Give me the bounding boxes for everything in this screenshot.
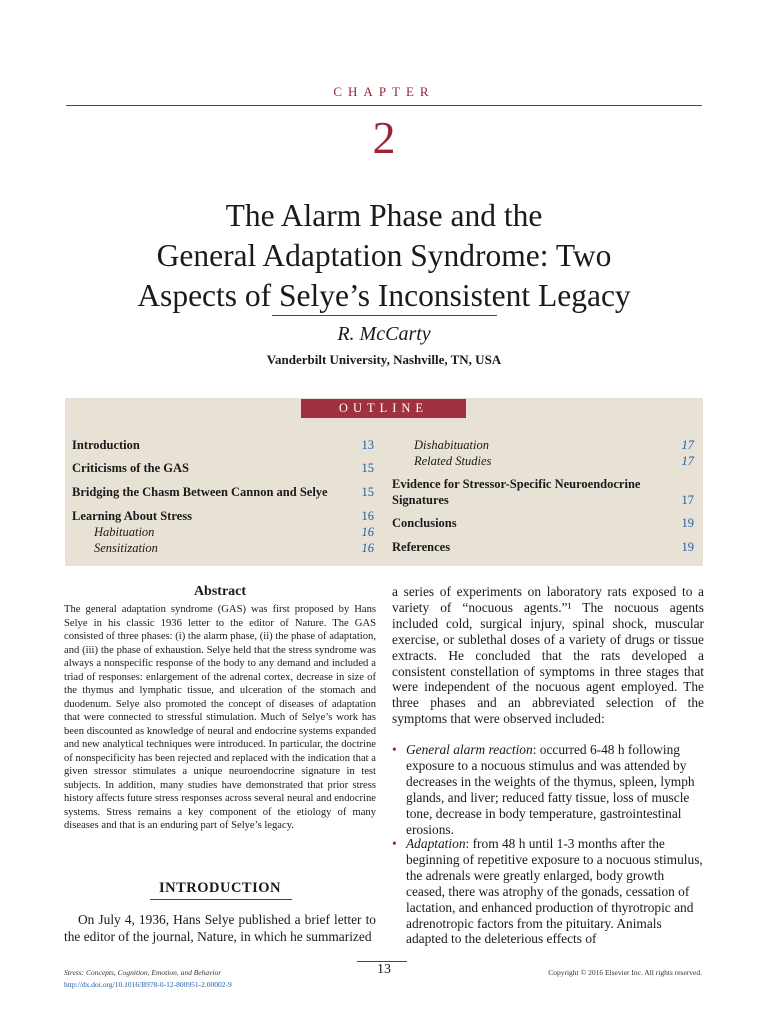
outline-item-criticisms[interactable] — [72, 461, 374, 476]
outline-item-page[interactable]: 16 — [361, 509, 374, 523]
outline-item-page[interactable]: 19 — [681, 540, 694, 554]
list-item-body: : from 48 h until 1-3 months after the beginning of repetitive exposure to a nocuous stimulus, the adrenals were greatly enlarged, body growth ceased, there was atrophy of the gonads, cessation of lactation, and enhanced production of thyrotropic and adrenotropic factors from the pituitary. Animals adapted to the deleterious effects of — [406, 836, 703, 947]
list-item-term: Adaptation — [406, 836, 466, 851]
copyright: Copyright © 2016 Elsevier Inc. All rights reserved. — [548, 968, 702, 977]
abstract-text: The general adaptation syndrome (GAS) was first proposed by Hans Selye in his classic 1936 letter to the editor of Nature. The GAS consisted of three phases: (i) the alarm phase, (ii) the phase of adaptation, and (iii) the phase of exhaustion. Selye held that the stress syndrome was always a nonspecific response of the body to any demand and included a triad of responses: enlargement of the adrenal cortex, decrease in size of the thymus and lymphatic tissue, and ulceration of the stomach and duodenum. Selye also promoted the concept of diseases of adaptation that were connected to stressful stimulation. Much of Selye’s work has been discounted as knowledge of neural and endocrine systems expanded and new analytical techniques were introduced. In particular, the doctrine of nonspecificity has been rejected and replaced with the indication that a given stressor stimulates a unique neuroendocrine signature in test subjects. In addition, many studies have demonstrated that prior stress history affects future stress responses across several neural and endocrine systems. Stress remains a key component of the etiology of many diseases and that is an enduring part of Selye’s legacy. — [64, 604, 376, 831]
abstract-heading: Abstract — [193, 584, 247, 599]
page-number: 13 — [377, 962, 391, 977]
body-paragraph: a series of experiments on laboratory rats exposed to a variety of “nocuous agents.”¹ The nocuous agents included cold, surgical injury, spinal shock, muscular exercise, or sublethal doses of a variety of drugs or tissue extracts. He concluded that the rats developed a consistent constellation of symptoms in three stages that were independent of the nocuous agent employed. The three phases and an abbreviated selection of the symptoms that were observed included: — [392, 584, 704, 727]
outline-item-introduction[interactable] — [72, 438, 374, 453]
book-title: Stress: Concepts, Cognition, Emotion, and Behavior — [64, 968, 222, 977]
chapter-title-line: Aspects of Selye’s Inconsistent Legacy — [137, 278, 631, 313]
list-item-body: : occurred 6-48 h following exposure to a nocuous stimulus and was attended by decreases in the weights of the thymus, spleen, lymph glands, and liver; reduced fatty tissue, loss of muscle tone, decrease in body temperature, gastrointestinal erosions. — [406, 742, 695, 837]
chapter-title — [60, 196, 708, 316]
outline-item-page[interactable]: 15 — [361, 461, 374, 475]
outline-item-evidence[interactable] — [392, 477, 694, 492]
list-item — [392, 742, 704, 837]
outline-item-evidence-cont[interactable] — [392, 493, 694, 508]
outline-item-learning[interactable] — [72, 509, 374, 524]
outline-item-dishabituation[interactable] — [392, 438, 694, 453]
author: R. McCarty — [337, 323, 431, 345]
outline-item-sensitization[interactable] — [72, 541, 374, 556]
chapter-title-line: The Alarm Phase and the — [225, 198, 543, 233]
chapter-title-line: General Adaptation Syndrome: Two — [156, 238, 612, 273]
header-rule — [66, 105, 702, 106]
outline-item-page[interactable]: 17 — [681, 454, 694, 468]
outline-item-label: Related Studies — [414, 454, 492, 468]
outline-item-label: Evidence for Stressor-Specific Neuroendocrine — [392, 477, 641, 491]
list-item-text — [392, 742, 704, 837]
outline-item-label: Criticisms of the GAS — [72, 461, 189, 475]
list-item-text — [392, 836, 704, 947]
outline-item-page[interactable]: 16 — [361, 525, 374, 539]
outline-item-conclusions[interactable] — [392, 516, 694, 531]
chapter-label: CHAPTER — [333, 84, 435, 99]
outline-item-page[interactable]: 17 — [681, 493, 694, 507]
title-rule — [272, 315, 497, 316]
introduction-heading: INTRODUCTION — [158, 880, 281, 896]
outline-item-label: Signatures — [392, 493, 449, 507]
outline-item-label: Habituation — [94, 525, 155, 539]
list-item — [392, 836, 704, 947]
outline-item-bridging[interactable] — [72, 485, 374, 500]
outline-item-label: Conclusions — [392, 516, 457, 530]
outline-item-label: Introduction — [72, 438, 140, 452]
introduction-text: On July 4, 1936, Hans Selye published a brief letter to the editor of the journal, Nature, in which he summarized — [64, 912, 376, 944]
outline-item-label: Learning About Stress — [72, 509, 192, 523]
outline-item-page[interactable]: 16 — [361, 541, 374, 555]
introduction-rule — [150, 899, 292, 900]
outline-item-label: References — [392, 540, 451, 554]
bullet-icon: • — [392, 742, 397, 757]
outline-item-related-studies[interactable] — [392, 454, 694, 469]
doi-link[interactable]: http://dx.doi.org/10.1016/B978-0-12-800951-2.00002-9 — [64, 980, 232, 989]
chapter-number: 2 — [372, 112, 396, 163]
list-item-term: General alarm reaction — [406, 742, 533, 757]
outline-item-page[interactable]: 17 — [681, 438, 694, 452]
outline-item-page[interactable]: 13 — [361, 438, 374, 452]
bullet-icon: • — [392, 836, 397, 851]
outline-item-page[interactable]: 19 — [681, 516, 694, 530]
outline-item-label: Bridging the Chasm Between Cannon and Selye — [72, 485, 328, 499]
outline-item-references[interactable] — [392, 540, 694, 555]
outline-item-page[interactable]: 15 — [361, 485, 374, 499]
outline-label: OUTLINE — [301, 399, 466, 418]
outline-item-habituation[interactable] — [72, 525, 374, 540]
outline-item-label: Dishabituation — [414, 438, 490, 452]
outline-item-label: Sensitization — [94, 541, 158, 555]
affiliation: Vanderbilt University, Nashville, TN, USA — [266, 352, 502, 367]
